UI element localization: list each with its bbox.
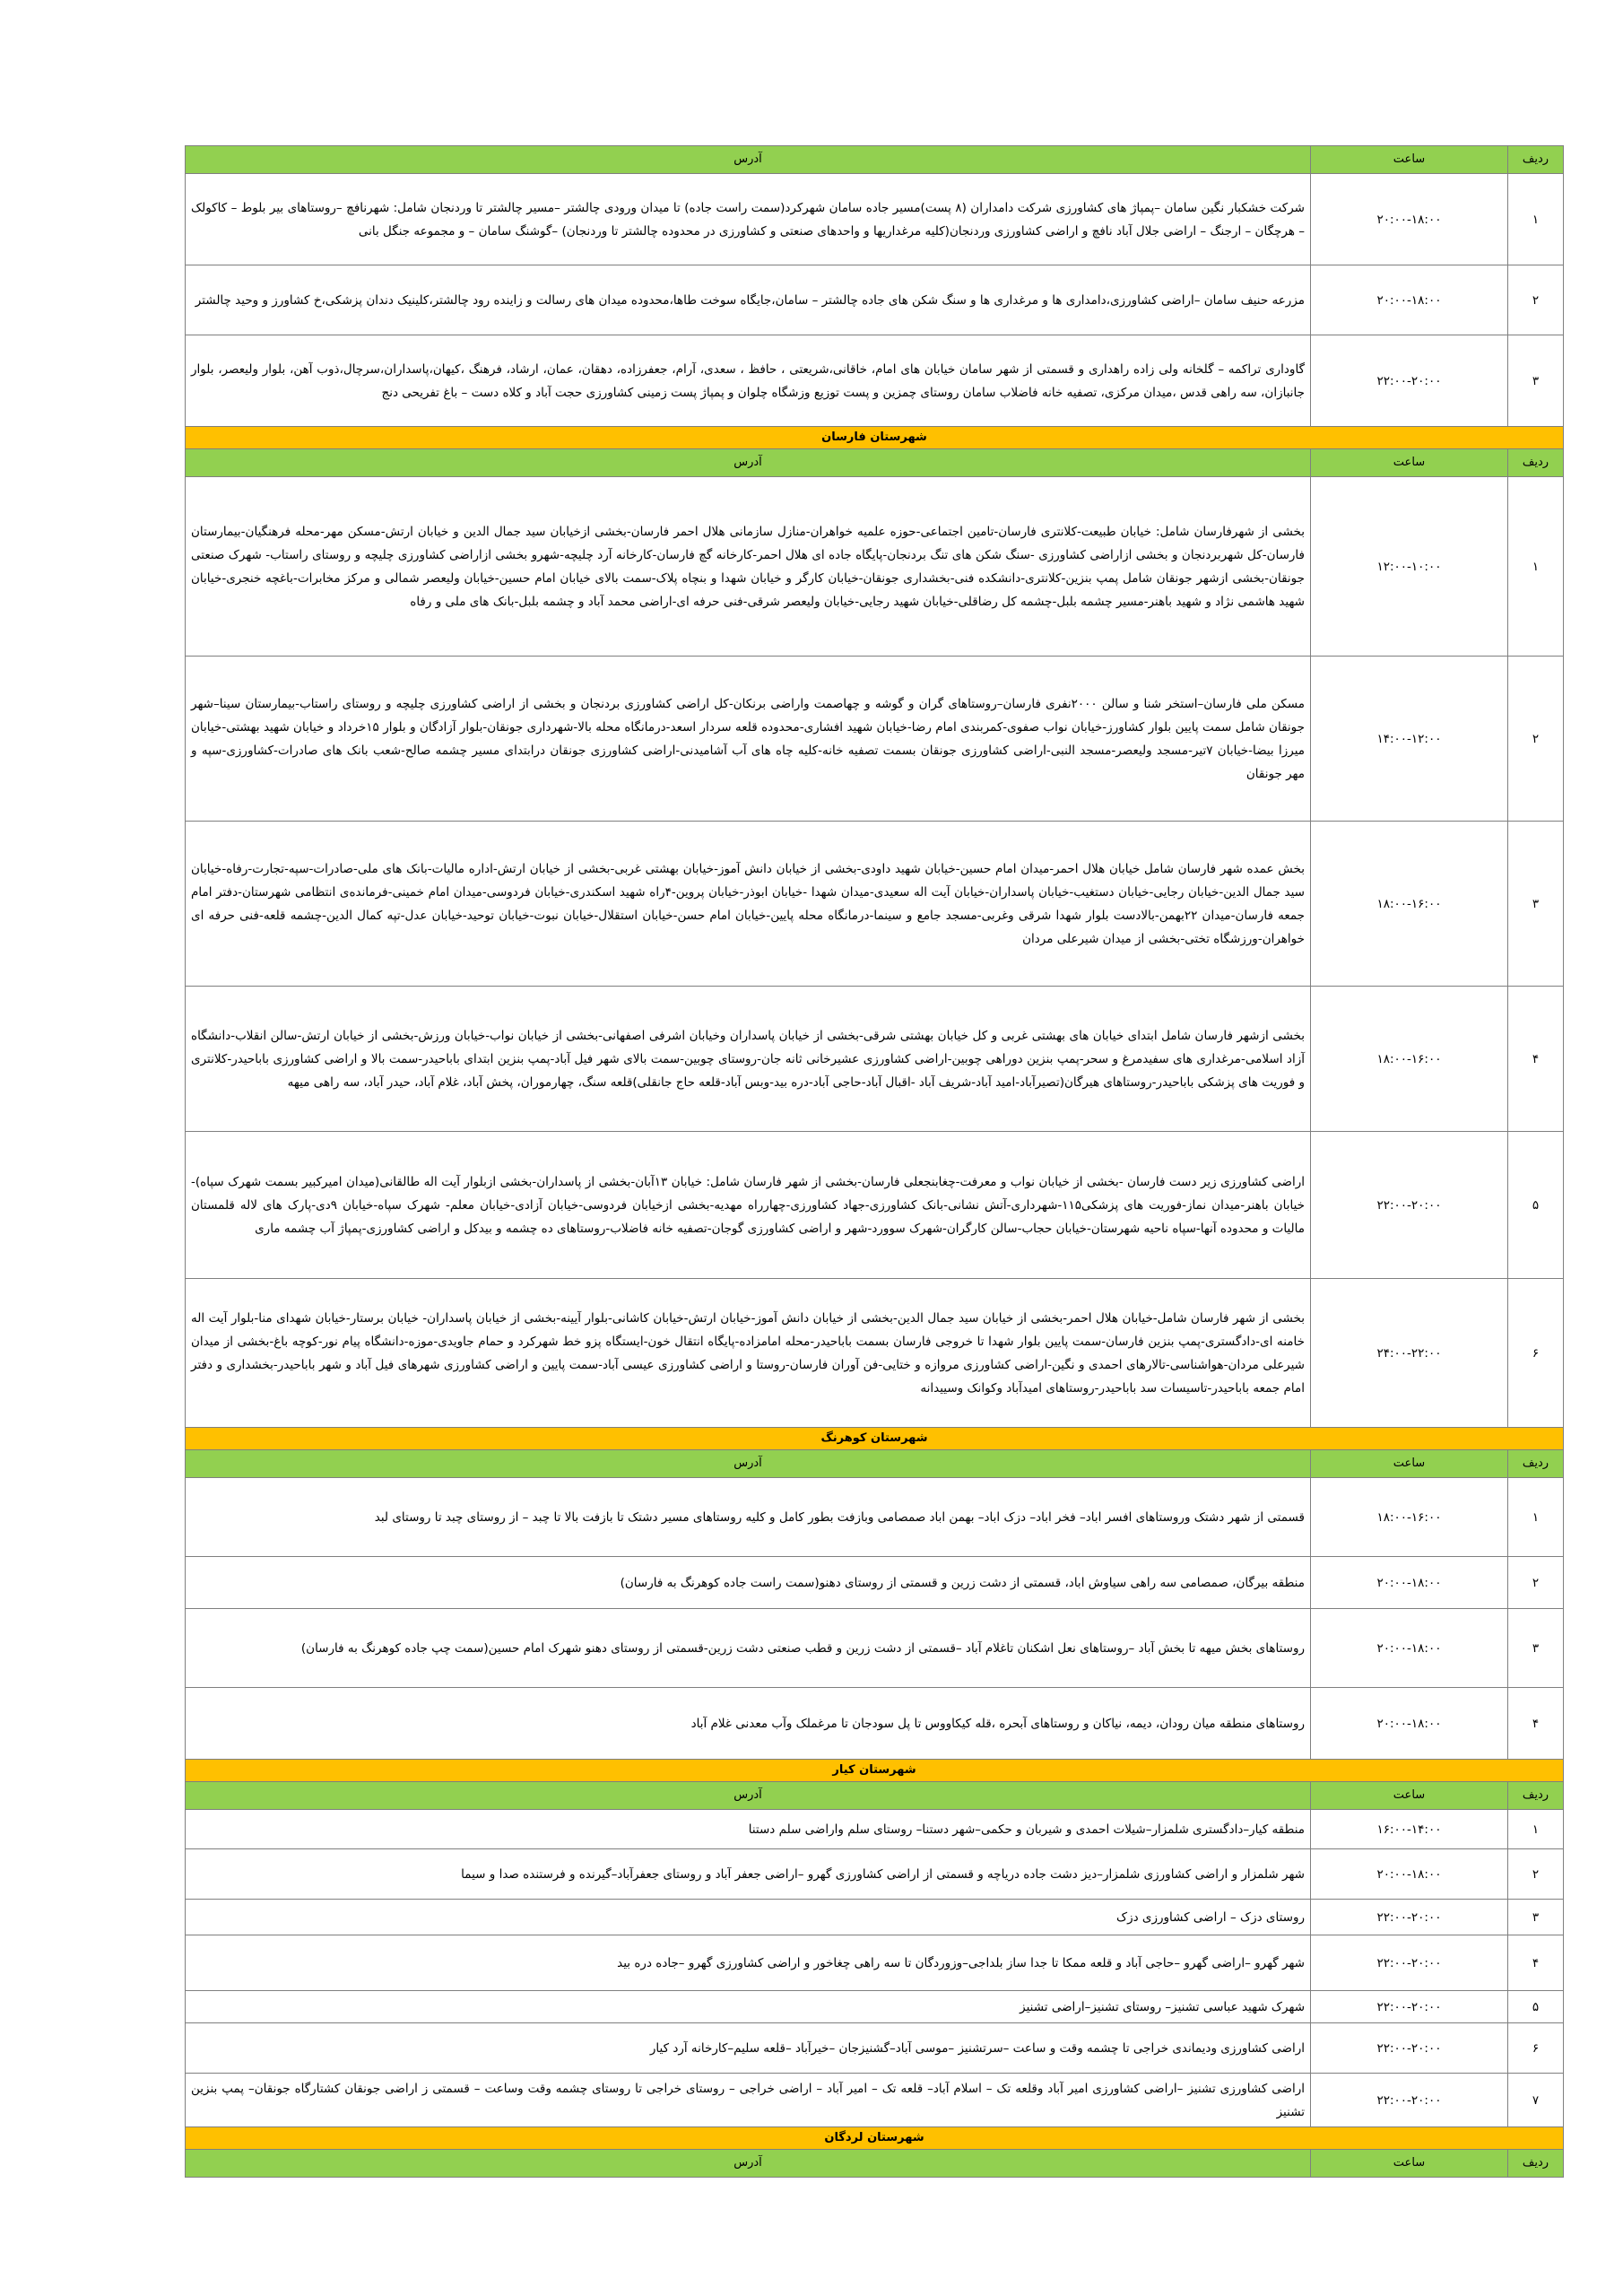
outage-schedule-table — [185, 145, 1564, 2178]
header-index: ردیف — [1508, 146, 1564, 174]
row-index: ۲ — [1508, 1849, 1564, 1900]
header-address: آدرس — [186, 1782, 1311, 1810]
row-time: ۱۸:۰۰-۱۶:۰۰ — [1311, 822, 1508, 987]
header-address: آدرس — [186, 146, 1311, 174]
row-address: بخشی از شهر فارسان شامل-خیابان هلال احمر-بخشی از خیابان سید جمال الدین-بخشی از خیابان دانش آموز-خیابان ارتش-خیابان کاشانی-بلوار آیینه-بخشی از خیابان پاسداران- خیابان برستار-خیابان شهدای منا-بلوار آیت اله خامنه ای-دادگستری-پمپ بنزین فارسان-سمت پایین بلوار شهدا تا خروجی فارسان بسمت باباحیدر-محله امامزاده-پایگاه انتقال خون-ایستگاه پزو خط شهرکرد و حمام جاویدی-موزه-دانشگاه پیام نور-کوچه باغ-بخشی از میدان شیرعلی مردان-هواشناسی-تالارهای احمدی و نگین-اراضی کشاورزی مروازه و ختایی-فن آوران فارسان-روستا و اراضی کشاورزی عیسی آباد-سمت پایین و اراضی کشاورزی شهرهای فیل آباد و شهر باباحیدر-بخشداری و دفتر امام جمعه باباحیدر-تاسیسات سد باباحیدر-روستاهای امیدآباد وکوانک وسییدانه — [186, 1279, 1311, 1428]
table-row — [186, 1849, 1564, 1900]
row-index: ۵ — [1508, 1991, 1564, 2023]
row-index: ۲ — [1508, 1557, 1564, 1609]
table-row — [186, 1609, 1564, 1688]
row-address: اراضی کشاورزی تشنیز –اراضی کشاورزی امیر آباد وقلعه تک – اسلام آباد– قلعه تک – امیر آباد – اراضی خراجی – روستای خراجی تا روستای چشمه وقت وساعت – قسمتی ز اراضی جونقان کشتارگاه جونقان– پمپ بنزین تشنیز — [186, 2074, 1311, 2127]
city-name: شهرستان کیار — [186, 1760, 1564, 1782]
city-banner — [186, 427, 1564, 449]
header-address: آدرس — [186, 1450, 1311, 1478]
table-row — [186, 1900, 1564, 1935]
row-address: مزرعه حنیف سامان –اراضی کشاورزی،دامداری ها و مرغداری ها و سنگ شکن های جاده چالشتر – سامان،جایگاه سوخت طاها،محدوده میدان های رسالت و زاینده رود چالشتر،کلینیک دندان پزشکی،خ کشاورز و وحید چالشتر — [186, 265, 1311, 335]
row-address: روستای دزک – اراضی کشاورزی دزک — [186, 1900, 1311, 1935]
row-time: ۲۲:۰۰-۲۰:۰۰ — [1311, 1900, 1508, 1935]
row-address: روستاهای منطقه میان رودان، دیمه، نیاکان و روستاهای آبحره ،قله کیکاووس تا پل سودجان تا مرغملک وآب معدنی غلام آباد — [186, 1688, 1311, 1760]
city-banner — [186, 1760, 1564, 1782]
row-address: شهرک شهید عباسی تشنیز– روستای تشنیز–اراضی تشنیز — [186, 1991, 1311, 2023]
header-time: ساعت — [1311, 1782, 1508, 1810]
row-time: ۲۲:۰۰-۲۰:۰۰ — [1311, 1132, 1508, 1279]
row-address: بخشی از شهرفارسان شامل: خیابان طبیعت-کلانتری فارسان-تامین اجتماعی-حوزه علمیه خواهران-منازل سازمانی هلال احمر فارسان-بخشی ازخیابان سید جمال الدین و خیابان ارتش-مسکن مهر-محله فرهنگیان-بیمارستان فارسان-کل شهربردنجان و بخشی ازاراضی کشاورزی -سنگ شکن های تنگ بردنجان-پایگاه جاده ای هلال احمر-کارخانه گچ فارسان-کارخانه آرد چلیچه-شهرو بخشی ازاراضی کشاورزی چلیچه و روستای راستاب- شهرک صنعتی جونقان-بخشی ازشهر جونقان شامل پمپ بنزین-کلانتری-دانشکده فنی-بخشداری جونقان-خیابان کارگر و خیابان شهدا و بنچاه پلاک-سمت بالای خیابان امام حسین-خیابان ولیعصر شمالی و مرکز مخابرات-باغچه خنجری-خیابان شهید هاشمی نژاد و شهید باهنر-مسیر چشمه بلبل-چشمه کل رضاقلی-خیابان شهید رجایی-خیابان ولیعصر شرقی-فنی حرفه ای-اراضی محمد آباد و چشمه بلبل-بانک های ملی و رفاه — [186, 477, 1311, 657]
row-index: ۶ — [1508, 2023, 1564, 2074]
table-row — [186, 1991, 1564, 2023]
header-row — [186, 2150, 1564, 2178]
table-row — [186, 1478, 1564, 1557]
header-index: ردیف — [1508, 1782, 1564, 1810]
city-name: شهرستان کوهرنگ — [186, 1428, 1564, 1450]
city-name: شهرستان فارسان — [186, 427, 1564, 449]
table-row — [186, 657, 1564, 822]
table-row — [186, 1810, 1564, 1849]
row-time: ۱۸:۰۰-۱۶:۰۰ — [1311, 1478, 1508, 1557]
table-row — [186, 822, 1564, 987]
row-index: ۱ — [1508, 1478, 1564, 1557]
row-address: بخشی ازشهر فارسان شامل ابتدای خیابان های بهشتی غربی و کل خیابان بهشتی شرقی-بخشی از خیابان پاسداران وخیابان اشرفی اصفهانی-بخشی از خیابان نواب-خیابان ورزش-بخشی از خیابان ارتش-سالن انقلاب-دانشگاه آزاد اسلامی-مرغداری های سفیدمرغ و سحر-پمپ بنزین دوراهی چوبین-اراضی کشاورزی عشیرخانی ثانه جان-روستای چوبین-سمت بالای شهر فیل آباد-پمپ بنزین ابتدای باباحیدر-سمت بالا و اراضی کشاورزی باباحیدر-کلانتری و فوریت های پزشکی باباحیدر-روستاهای هیرگان(تصیرآباد-امید آباد-شریف آباد -اقبال آباد-حاجی آباد-دره بید-وبس آباد-قلعه حاج جانقلی)قلعه سنگ، چهارموران، پخش آباد، غلام آباد، حیدر آباد، سه راهی میهه — [186, 987, 1311, 1132]
table-row — [186, 1688, 1564, 1760]
row-index: ۵ — [1508, 1132, 1564, 1279]
outage-schedule-sheet — [185, 145, 1564, 2178]
row-address: شهر گهرو –اراضی گهرو –حاجی آباد و قلعه ممکا تا جدا ساز بلداجی–وزوردگان تا سه راهی چغاخور و اراضی کشاورزی گهرو –جاده دره بید — [186, 1935, 1311, 1991]
row-address: منطقه بیرگان، صمصامی سه راهی سیاوش اباد، قسمتی از دشت زرین و قسمتی از روستای دهنو(سمت راست جاده کوهرنگ به فارسان) — [186, 1557, 1311, 1609]
row-time: ۱۸:۰۰-۱۶:۰۰ — [1311, 987, 1508, 1132]
header-row — [186, 1782, 1564, 1810]
table-row — [186, 174, 1564, 265]
row-time: ۱۲:۰۰-۱۰:۰۰ — [1311, 477, 1508, 657]
row-time: ۱۶:۰۰-۱۴:۰۰ — [1311, 1810, 1508, 1849]
table-row — [186, 987, 1564, 1132]
table-row — [186, 1935, 1564, 1991]
header-time: ساعت — [1311, 1450, 1508, 1478]
row-address: مسکن ملی فارسان–استخر شنا و سالن ۲۰۰۰نفری فارسان–روستاهای گران و گوشه و چهاصمت واراضی برنکان-کل اراضی کشاورزی بردنجان و بخشی از اراضی کشاورزی چلیچه و روستای راستاب-بیمارستان سینا–شهر جونقان شامل سمت پایین بلوار کشاورز-خیابان نواب صفوی-کمربندی امام رضا-خیابان شهید افشاری-محدوده قلعه سردار اسعد-درمانگاه محله بالا-شهرداری جونقان-بلوار آزادگان و بلوار ۱۵خرداد و خیابان شهید بهشتی-خیابان میرزا بیضا-خیابان ۷تیر-مسجد ولیعصر-مسجد النبی-اراضی کشاورزی جونقان بسمت تصفیه خانه-کلیه چاه های آب آشامیدنی-اراضی کشاورزی جونقان درابتدای مسیر چشمه صالح-شعب بانک های صادرات-کشاورزی-سپه و مهر جونقان — [186, 657, 1311, 822]
row-time: ۲۴:۰۰-۲۲:۰۰ — [1311, 1279, 1508, 1428]
row-index: ۲ — [1508, 657, 1564, 822]
row-index: ۷ — [1508, 2074, 1564, 2127]
table-row — [186, 265, 1564, 335]
row-index: ۳ — [1508, 822, 1564, 987]
header-index: ردیف — [1508, 449, 1564, 477]
row-index: ۴ — [1508, 987, 1564, 1132]
row-time: ۲۰:۰۰-۱۸:۰۰ — [1311, 174, 1508, 265]
row-index: ۱ — [1508, 1810, 1564, 1849]
table-row — [186, 1279, 1564, 1428]
row-index: ۱ — [1508, 477, 1564, 657]
city-banner — [186, 1428, 1564, 1450]
row-address: روستاهای بخش میهه تا بخش آباد –روستاهای نعل اشکنان تاغلام آباد –قسمتی از دشت زرین و قطب صنعتی دشت زرین-قسمتی از روستای دهنو شهرک امام حسین(سمت چپ جاده کوهرنگ به فارسان) — [186, 1609, 1311, 1688]
row-address: بخش عمده شهر فارسان شامل خیابان هلال احمر-میدان امام حسین-خیابان شهید داودی-بخشی از خیابان دانش آموز-خیابان بهشتی غربی-بخشی از خیابان ارتش-اداره مالیات-بانک های ملی-صادرات-سپه-تجارت-رفاه-خیابان سید جمال الدین-خیابان رجایی-خیابان دستغیب-خیابان پاسداران-خیابان آیت اله سعیدی-میدان شهدا -خیابان ابوذر-خیابان پروین-۴راه شهید اسکندری-خیابان فردوسی-میدان امام خمینی-فرمانده‌ی انتظامی شهرستان-دفتر امام جمعه فارسان-میدان ۲۲بهمن-بالادست بلوار شهدا شرقی وغربی-مسجد جامع و سینما-درمانگاه محله پایین-خیابان امام حسن-خیابان استقلال-خیابان نبوت-خیابان توحید-خیابان عدل-تپه کمال الدین-چشمه قلعه-فنی حرفه ای خواهران-ورزشگاه تختی-بخشی از میدان شیرعلی مردان — [186, 822, 1311, 987]
row-time: ۲۰:۰۰-۱۸:۰۰ — [1311, 265, 1508, 335]
row-index: ۴ — [1508, 1935, 1564, 1991]
header-time: ساعت — [1311, 2150, 1508, 2178]
row-address: شهر شلمزار و اراضی کشاورزی شلمزار–دیز دشت جاده دریاچه و قسمتی از اراضی کشاورزی گهرو –اراضی جعفر آباد و روستای جعفرآباد–گیرنده و فرستنده صدا و سیما — [186, 1849, 1311, 1900]
row-index: ۲ — [1508, 265, 1564, 335]
row-index: ۳ — [1508, 1900, 1564, 1935]
city-name: شهرستان لردگان — [186, 2127, 1564, 2150]
table-row — [186, 2023, 1564, 2074]
row-time: ۲۲:۰۰-۲۰:۰۰ — [1311, 2074, 1508, 2127]
row-address: گاوداری تراکمه – گلخانه ولی زاده راهداری و قسمتی از شهر سامان خیابان های امام، خاقانی،شریعتی ، حافظ ، سعدی، آرام، جعفرزاده، دهقان، عمان، ارشاد، فرهنگ ،کیهان،پاسداران،سرچال،ذوب آهن، بلوار ولیعصر، بلوار جانبازان، سه راهی قدس ،میدان مرکزی، تصفیه خانه فاضلاب سامان روستای چمزین و پست توزیع وزشگاه چلوان و پمپاژ پست زمینی کشاورزی حجت آباد و کلاه دست – باغ تفریحی دنج — [186, 335, 1311, 427]
row-time: ۲۰:۰۰-۱۸:۰۰ — [1311, 1557, 1508, 1609]
row-address: اراضی کشاورزی ودیماندی خراجی تا چشمه وقت و ساعت –سرتشنیز –موسی آباد–گشنیزجان –خیرآباد –قلعه سلیم–کارخانه آرد کیار — [186, 2023, 1311, 2074]
row-address: قسمتی از شهر دشتک وروستاهای افسر اباد– فخر اباد– دزک اباد– بهمن اباد صمصامی وبازفت بطور کامل و کلیه روستاهای مسیر دشتک تا بازفت بالا تا چبد – از روستای چبد تا روستای لبد — [186, 1478, 1311, 1557]
table-row — [186, 335, 1564, 427]
header-time: ساعت — [1311, 449, 1508, 477]
table-row — [186, 1132, 1564, 1279]
row-time: ۲۰:۰۰-۱۸:۰۰ — [1311, 1849, 1508, 1900]
row-time: ۱۴:۰۰-۱۲:۰۰ — [1311, 657, 1508, 822]
row-time: ۲۰:۰۰-۱۸:۰۰ — [1311, 1609, 1508, 1688]
row-index: ۱ — [1508, 174, 1564, 265]
city-banner — [186, 2127, 1564, 2150]
row-address: منطقه کیار–دادگستری شلمزار–شیلات احمدی و شیربان و حکمی–شهر دستنا– روستای سلم واراضی سلم دستنا — [186, 1810, 1311, 1849]
schedule-body — [186, 146, 1564, 2178]
header-row — [186, 146, 1564, 174]
row-time: ۲۲:۰۰-۲۰:۰۰ — [1311, 2023, 1508, 2074]
row-address: شرکت خشکبار نگین سامان –پمپاژ های کشاورزی شرکت دامداران (۸ پست)مسیر جاده سامان شهرکرد(سمت راست جاده) تا میدان ورودی چالشتر –مسیر چالشتر تا وردنجان شامل: شهرنافچ –روستاهای بیر بلوط – کاکولک – هرچگان – ارجنگ – اراضی جلال آباد نافچ و اراضی کشاورزی وردنجان(کلیه مرغداریها و واحدهای صنعتی و کشاورزی در محدوده چالشتر تا وردنجان) –گوشنگ سامان – و مجموعه جنگل بانی — [186, 174, 1311, 265]
row-time: ۲۲:۰۰-۲۰:۰۰ — [1311, 1991, 1508, 2023]
header-address: آدرس — [186, 449, 1311, 477]
header-address: آدرس — [186, 2150, 1311, 2178]
table-row — [186, 477, 1564, 657]
row-time: ۲۲:۰۰-۲۰:۰۰ — [1311, 1935, 1508, 1991]
row-time: ۲۲:۰۰-۲۰:۰۰ — [1311, 335, 1508, 427]
row-index: ۴ — [1508, 1688, 1564, 1760]
header-row — [186, 1450, 1564, 1478]
header-row — [186, 449, 1564, 477]
row-index: ۳ — [1508, 1609, 1564, 1688]
header-time: ساعت — [1311, 146, 1508, 174]
row-address: اراضی کشاورزی زیر دست فارسان -بخشی از خیابان نواب و معرفت-چغابنجعلی فارسان-بخشی از شهر فارسان شامل: خیابان ۱۳آبان-بخشی از پاسداران-بخشی ازبلوار آیت اله طالقانی(میدان امیرکبیر بسمت شهرک سپاه)-خیابان باهنر-میدان نماز-فوریت های پزشکی۱۱۵-شهرداری-آتش نشانی-بانک کشاورزی-جهاد کشاورزی-چهارراه مهدیه-بخشی ازخیابان فردوسی-خیابان آزادی-خیابان معلم- شهرک سپاه-خیابان ۹دی-پارک های لاله قلمستان مالیات و محدوده آنها-سپاه ناحیه شهرستان-خیابان حجاب-سالن کارگران-شهرک سوورد-شهر و اراضی کشاورزی گوجان-تصفیه خانه فاضلاب-روستاهای ده چشمه و بیدکل و اراضی کشاورزی-پمپاژ آب چشمه ماری — [186, 1132, 1311, 1279]
row-index: ۳ — [1508, 335, 1564, 427]
header-index: ردیف — [1508, 2150, 1564, 2178]
row-index: ۶ — [1508, 1279, 1564, 1428]
table-row — [186, 1557, 1564, 1609]
row-time: ۲۰:۰۰-۱۸:۰۰ — [1311, 1688, 1508, 1760]
table-row — [186, 2074, 1564, 2127]
header-index: ردیف — [1508, 1450, 1564, 1478]
